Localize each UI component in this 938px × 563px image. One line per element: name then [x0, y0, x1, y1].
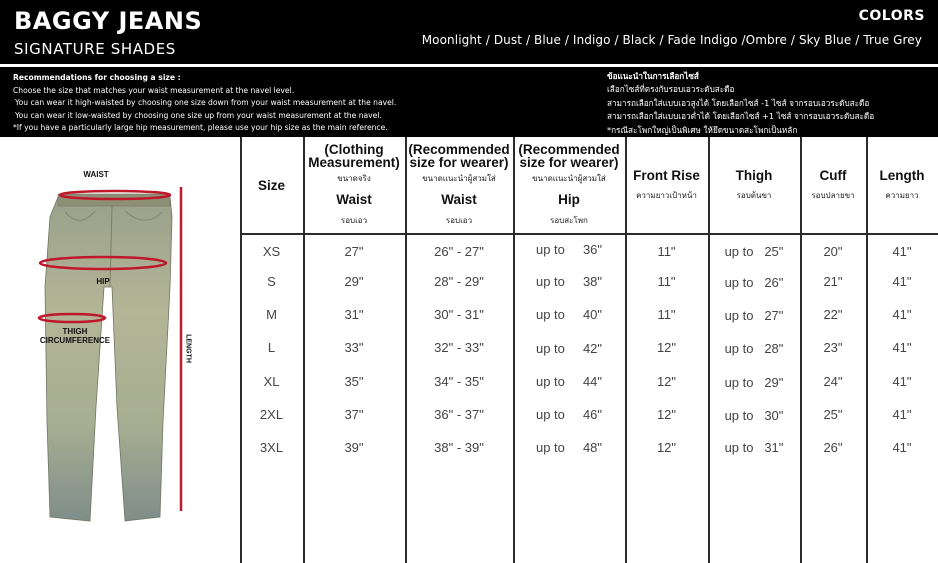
- recommendation-line-th: *กรณีสะโพกใหญ่เป็นพิเศษ ให้ยึดขนาดสะโพกเป็นหลัก: [607, 124, 798, 135]
- recommendation-line-th: สามารถเลือกใส่แบบเอวต่ำได้ โดยเลือกไซส์ +1 ไซส์ จากรอบเอวระดับสะดือ: [607, 111, 875, 122]
- cell-waist: 33": [344, 340, 364, 356]
- cell-cuff: 23": [823, 340, 843, 356]
- header-clothing-sub-th: รอบเอว: [340, 216, 368, 225]
- header-length-main: Length: [879, 167, 925, 183]
- cell-rec-waist: 36" - 37": [434, 407, 484, 423]
- header-size-label: Size: [257, 177, 285, 193]
- cell-waist: 29": [344, 274, 364, 290]
- header-bar: [0, 0, 938, 64]
- cell-cuff: 22": [823, 307, 843, 323]
- hip-label: HIP: [96, 277, 110, 286]
- recommendation-line: You can wear it low-waisted by choosing one size up from your waist measurement at the navel.: [15, 110, 382, 120]
- cell-front-rise: 12": [656, 340, 677, 356]
- header-rec-waist-sub-th: รอบเอว: [445, 216, 473, 225]
- cell-thigh: up to 30": [724, 408, 784, 424]
- cell-length: 41": [892, 307, 912, 323]
- header-rec-waist-top: (Recommended size for wearer): [408, 142, 510, 170]
- cell-size: XL: [263, 374, 280, 390]
- header-front-rise-main: Front Rise: [633, 167, 700, 183]
- cell-thigh: up to 31": [724, 440, 784, 456]
- cell-waist: 35": [344, 374, 364, 390]
- cell-size: L: [267, 340, 276, 356]
- cell-hip: up to 38": [535, 274, 603, 290]
- cell-hip: up to 48": [535, 440, 603, 456]
- brand-title: BAGGY JEANS: [14, 7, 203, 35]
- cell-length: 41": [892, 274, 912, 290]
- cell-front-rise: 12": [656, 440, 677, 456]
- cell-length: 41": [892, 374, 912, 390]
- waist-label: WAIST: [83, 170, 109, 179]
- header-rec-hip-top: (Recommended size for wearer): [518, 142, 620, 170]
- header-cuff-sub-th: รอบปลายขา: [811, 190, 855, 200]
- cell-cuff: 24": [823, 374, 843, 390]
- header-recommended-waist: [405, 137, 513, 233]
- cell-waist: 39": [344, 440, 364, 456]
- cell-hip: up to 44": [535, 374, 603, 390]
- header-rec-hip-main: Hip: [558, 192, 580, 207]
- header-length: [866, 137, 938, 233]
- recommendations-title-en: Recommendations for choosing a size :: [13, 73, 181, 82]
- cell-front-rise: 11": [657, 274, 676, 290]
- cell-size: 2XL: [259, 407, 284, 423]
- cell-rec-waist: 32" - 33": [434, 340, 484, 356]
- cell-thigh: up to 26": [724, 275, 784, 291]
- header-clothing-top: (Clothing Measurement): [308, 142, 400, 170]
- recommendation-line: Choose the size that matches your waist measurement at the navel level.: [13, 85, 295, 95]
- cell-waist: 27": [344, 244, 364, 260]
- jeans-shape: [45, 197, 172, 521]
- recommendations-title-th: ข้อแนะนำในการเลือกไซส์: [607, 71, 699, 81]
- cell-cuff: 21": [823, 274, 843, 290]
- cell-length: 41": [892, 244, 912, 260]
- cell-waist: 31": [344, 307, 364, 323]
- header-rec-waist-main: Waist: [441, 192, 477, 207]
- cell-size: S: [267, 274, 276, 290]
- header-rec-hip-top-th: ขนาดแนะนำผู้สวมใส่: [532, 174, 606, 183]
- recommendations-english: [13, 72, 396, 135]
- cell-thigh: up to 29": [724, 375, 784, 391]
- cell-thigh: up to 28": [724, 341, 784, 357]
- header-front-rise: [625, 137, 708, 233]
- header-front-rise-sub-th: ความยาวเป้าหน้า: [636, 190, 697, 200]
- cell-front-rise: 12": [656, 374, 677, 390]
- thigh-label-line2: CIRCUMFERENCE: [39, 336, 111, 345]
- cell-length: 41": [892, 440, 912, 456]
- colors-title: COLORS: [858, 8, 925, 24]
- jeans-illustration: [0, 137, 240, 563]
- colors-list: Moonlight / Dust / Blue / Indigo / Black / Fade Indigo /Ombre / Sky Blue / True Grey: [421, 33, 922, 47]
- cell-length: 41": [892, 340, 912, 356]
- cell-front-rise: 12": [656, 407, 677, 423]
- header-thigh: [708, 137, 800, 233]
- recommendation-line: *If you have a particularly large hip measurement, please use your hip size as the main reference.: [13, 123, 388, 133]
- cell-length: 41": [892, 407, 912, 423]
- cell-cuff: 25": [823, 407, 843, 423]
- recommendations-bar: [0, 67, 938, 137]
- cell-thigh: up to 25": [724, 244, 784, 260]
- size-chart-table: [240, 137, 938, 563]
- cell-hip: up to 42": [535, 341, 603, 357]
- cell-hip: up to 36": [535, 242, 603, 258]
- cell-thigh: up to 27": [724, 308, 784, 324]
- header-cuff: [800, 137, 866, 233]
- header-rec-waist-top-th: ขนาดแนะนำผู้สวมใส่: [422, 174, 496, 183]
- cell-rec-waist: 34" - 35": [434, 374, 484, 390]
- header-size: [240, 137, 303, 233]
- header-cuff-main: Cuff: [819, 167, 847, 183]
- recommendation-line-th: สามารถเลือกใส่แบบเอวสูงได้ โดยเลือกไซส์ -1 ไซส์ จากรอบเอวระดับสะดือ: [607, 97, 870, 108]
- thigh-label: [30, 327, 120, 345]
- cell-size: XS: [262, 244, 281, 260]
- cell-cuff: 26": [823, 440, 843, 456]
- cell-size: M: [266, 307, 277, 323]
- cell-hip: up to 46": [535, 407, 603, 423]
- header-thigh-main: Thigh: [735, 167, 773, 183]
- recommendation-line: You can wear it high-waisted by choosing one size down from your waist measurement at the navel.: [15, 98, 397, 108]
- cell-size: 3XL: [259, 440, 284, 456]
- cell-front-rise: 11": [657, 244, 676, 260]
- cell-waist: 37": [344, 407, 364, 423]
- cell-rec-waist: 26" - 27": [434, 244, 484, 260]
- header-thigh-sub-th: รอบต้นขา: [736, 190, 772, 200]
- cell-hip: up to 40": [535, 307, 603, 323]
- recommendation-line-th: เลือกไซส์ที่ตรงกับรอบเอวระดับสะดือ: [607, 84, 735, 95]
- cell-rec-waist: 38" - 39": [434, 440, 484, 456]
- cell-cuff: 20": [823, 244, 843, 260]
- length-label: LENGTH: [184, 334, 192, 363]
- thigh-label-line1: THIGH: [62, 327, 88, 336]
- cell-rec-waist: 28" - 29": [434, 274, 484, 290]
- cell-rec-waist: 30" - 31": [434, 307, 484, 323]
- header-clothing-top-th: ขนาดจริง: [337, 174, 371, 183]
- header-rec-hip-sub-th: รอบสะโพก: [550, 216, 588, 225]
- header-recommended-hip: [513, 137, 625, 233]
- cell-front-rise: 11": [657, 307, 676, 323]
- header-clothing-main: Waist: [336, 192, 372, 207]
- jeans-illustration-panel: [0, 137, 240, 563]
- brand-subtitle: SIGNATURE SHADES: [14, 40, 176, 58]
- header-length-sub-th: ความยาว: [885, 190, 919, 200]
- recommendations-thai: [607, 70, 874, 137]
- header-clothing-waist: [303, 137, 405, 233]
